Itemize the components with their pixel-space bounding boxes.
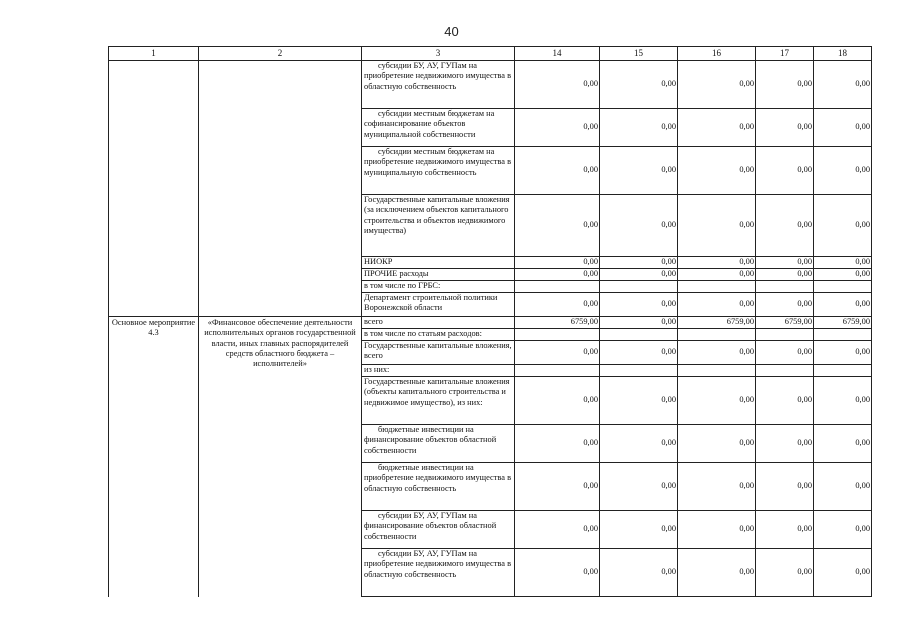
value-cell: 0,00 [678, 195, 756, 257]
value-cell: 0,00 [756, 195, 814, 257]
row-label: в том числе по статьям расходов: [362, 329, 515, 341]
row-label: бюджетные инвестиции на приобретение недвижимого имущества в областную собственность [362, 463, 515, 511]
value-cell: 0,00 [814, 293, 872, 317]
row-label: субсидии БУ, АУ, ГУПам на приобретение недвижимого имущества в областную собственность [362, 549, 515, 597]
header-cell: 15 [600, 47, 678, 61]
value-cell: 0,00 [814, 61, 872, 109]
value-cell: 0,00 [600, 549, 678, 597]
value-cell: 0,00 [814, 425, 872, 463]
value-cell: 0,00 [678, 257, 756, 269]
value-cell [678, 281, 756, 293]
row-label: Государственные капитальные вложения (за исключением объектов капитального строительства и объектов недвижимого имущества) [362, 195, 515, 257]
value-cell: 0,00 [515, 269, 600, 281]
value-cell: 6759,00 [756, 317, 814, 329]
row-label: НИОКР [362, 257, 515, 269]
value-cell: 0,00 [515, 377, 600, 425]
value-cell: 0,00 [814, 109, 872, 147]
row-label: ПРОЧИЕ расходы [362, 269, 515, 281]
value-cell: 0,00 [814, 195, 872, 257]
value-cell: 0,00 [678, 109, 756, 147]
value-cell: 0,00 [678, 269, 756, 281]
value-cell: 0,00 [678, 61, 756, 109]
value-cell: 0,00 [814, 549, 872, 597]
value-cell [678, 329, 756, 341]
value-cell [600, 281, 678, 293]
continuation-col1 [109, 61, 199, 317]
value-cell: 0,00 [678, 425, 756, 463]
value-cell: 0,00 [756, 463, 814, 511]
value-cell: 0,00 [678, 147, 756, 195]
value-cell: 0,00 [678, 549, 756, 597]
row-label: субсидии БУ, АУ, ГУПам на приобретение недвижимого имущества в областную собственность [362, 61, 515, 109]
row-label: Государственные капитальные вложения, всего [362, 341, 515, 365]
value-cell: 0,00 [515, 257, 600, 269]
header-cell: 1 [109, 47, 199, 61]
header-cell: 17 [756, 47, 814, 61]
value-cell: 6759,00 [678, 317, 756, 329]
value-cell: 0,00 [515, 511, 600, 549]
value-cell: 0,00 [814, 377, 872, 425]
header-cell: 3 [362, 47, 515, 61]
header-cell: 14 [515, 47, 600, 61]
value-cell: 0,00 [756, 511, 814, 549]
value-cell: 0,00 [600, 425, 678, 463]
value-cell: 0,00 [515, 293, 600, 317]
row-label: бюджетные инвестиции на финансирование объектов областной собственности [362, 425, 515, 463]
budget-table [108, 46, 872, 597]
value-cell: 0,00 [756, 61, 814, 109]
value-cell: 0,00 [756, 269, 814, 281]
value-cell: 0,00 [515, 195, 600, 257]
value-cell [756, 281, 814, 293]
value-cell [600, 329, 678, 341]
value-cell: 0,00 [756, 341, 814, 365]
value-cell: 0,00 [515, 549, 600, 597]
header-cell: 2 [199, 47, 362, 61]
table-row [109, 317, 872, 329]
value-cell: 0,00 [600, 109, 678, 147]
value-cell: 0,00 [814, 463, 872, 511]
value-cell: 0,00 [756, 147, 814, 195]
row-label: Государственные капитальные вложения (объекты капитального строительства и недвижимое имущество), из них: [362, 377, 515, 425]
value-cell [814, 281, 872, 293]
value-cell: 0,00 [756, 549, 814, 597]
value-cell: 0,00 [600, 377, 678, 425]
value-cell: 0,00 [756, 377, 814, 425]
value-cell: 0,00 [814, 341, 872, 365]
value-cell [756, 365, 814, 377]
continuation-col2 [199, 61, 362, 317]
value-cell: 0,00 [756, 425, 814, 463]
value-cell [678, 365, 756, 377]
value-cell: 0,00 [678, 377, 756, 425]
section-title: «Финансовое обеспечение деятельности исполнительных органов государственной власти, иных главных распорядителей средств областного бюджета – исполнителей» [199, 317, 362, 597]
value-cell: 0,00 [600, 195, 678, 257]
table-row [109, 61, 872, 109]
value-cell: 0,00 [600, 511, 678, 549]
value-cell: 0,00 [814, 257, 872, 269]
header-row [109, 47, 872, 61]
value-cell: 0,00 [600, 257, 678, 269]
value-cell: 0,00 [600, 463, 678, 511]
value-cell: 0,00 [678, 463, 756, 511]
value-cell: 0,00 [515, 425, 600, 463]
row-label: субсидии БУ, АУ, ГУПам на финансирование объектов областной собственности [362, 511, 515, 549]
value-cell [814, 365, 872, 377]
value-cell [515, 281, 600, 293]
value-cell [515, 365, 600, 377]
value-cell: 0,00 [515, 341, 600, 365]
page-number: 40 [444, 24, 459, 39]
header-cell: 18 [814, 47, 872, 61]
value-cell: 0,00 [515, 147, 600, 195]
value-cell: 0,00 [600, 147, 678, 195]
value-cell: 0,00 [515, 463, 600, 511]
value-cell: 6759,00 [814, 317, 872, 329]
table-body [109, 47, 872, 597]
value-cell: 0,00 [678, 293, 756, 317]
value-cell: 0,00 [814, 511, 872, 549]
value-cell: 0,00 [756, 293, 814, 317]
row-label: субсидии местным бюджетам на приобретение недвижимого имущества в муниципальную собственность [362, 147, 515, 195]
value-cell: 6759,00 [515, 317, 600, 329]
value-cell: 0,00 [600, 341, 678, 365]
value-cell: 0,00 [600, 269, 678, 281]
header-cell: 16 [678, 47, 756, 61]
row-label: из них: [362, 365, 515, 377]
value-cell [814, 329, 872, 341]
value-cell [515, 329, 600, 341]
value-cell: 0,00 [678, 341, 756, 365]
section-code: Основное мероприятие 4.3 [109, 317, 199, 597]
value-cell [600, 365, 678, 377]
row-label: в том числе по ГРБС: [362, 281, 515, 293]
value-cell: 0,00 [814, 269, 872, 281]
value-cell: 0,00 [756, 109, 814, 147]
row-label: субсидии местным бюджетам на софинансирование объектов муниципальной собственности [362, 109, 515, 147]
row-label: всего [362, 317, 515, 329]
value-cell [756, 329, 814, 341]
value-cell: 0,00 [515, 109, 600, 147]
value-cell: 0,00 [814, 147, 872, 195]
value-cell: 0,00 [515, 61, 600, 109]
value-cell: 0,00 [756, 257, 814, 269]
value-cell: 0,00 [678, 511, 756, 549]
value-cell: 0,00 [600, 293, 678, 317]
value-cell: 0,00 [600, 317, 678, 329]
value-cell: 0,00 [600, 61, 678, 109]
row-label: Департамент строительной политики Воронежской области [362, 293, 515, 317]
